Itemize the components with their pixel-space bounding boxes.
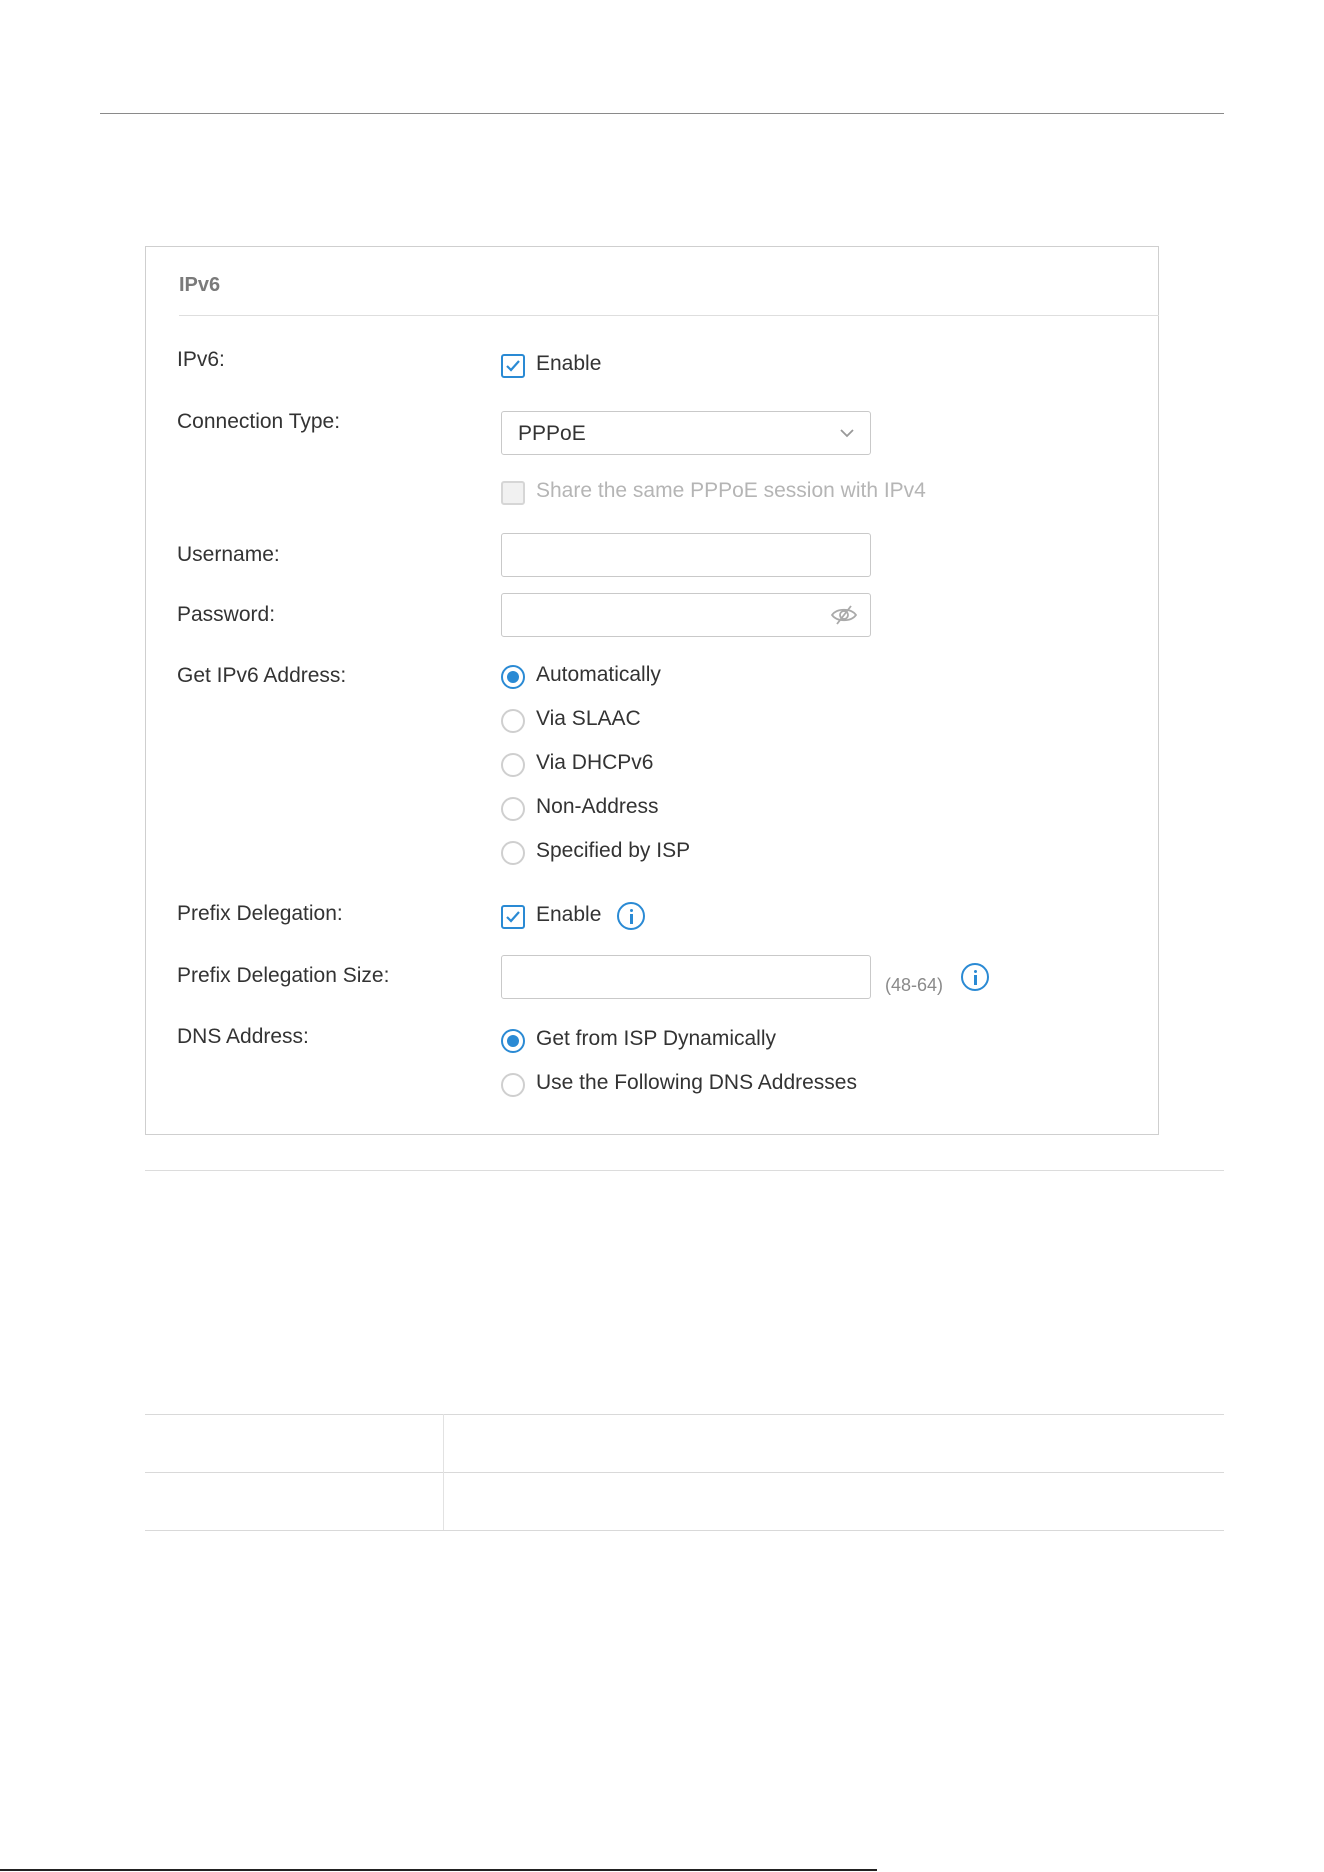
connection-type-select[interactable]: [501, 411, 871, 455]
radio-button[interactable]: [501, 1073, 525, 1097]
ipv6-enable-checkbox[interactable]: [501, 354, 525, 378]
table-rule: [145, 1472, 1224, 1473]
prefix-delegation-enable-label: Enable: [536, 903, 602, 926]
table-column-divider: [443, 1414, 444, 1530]
radio-button[interactable]: [501, 665, 525, 689]
radio-button[interactable]: [501, 841, 525, 865]
eye-off-icon[interactable]: [830, 603, 858, 627]
panel-title: IPv6: [179, 274, 221, 296]
top-divider: [100, 113, 1224, 114]
radio-label: Use the Following DNS Addresses: [536, 1071, 857, 1094]
table-rule: [145, 1530, 1224, 1531]
check-icon: [505, 359, 521, 373]
share-session-label: Share the same PPPoE session with IPv4: [536, 479, 926, 502]
panel-title-divider: [179, 315, 1159, 316]
prefix-delegation-size-label: Prefix Delegation Size:: [177, 964, 390, 987]
prefix-size-range-hint: (48-64): [885, 975, 944, 995]
footer-rule: [0, 1869, 877, 1871]
ipv6-label: IPv6:: [177, 348, 225, 371]
info-icon[interactable]: [617, 902, 645, 930]
radio-label: Via DHCPv6: [536, 751, 654, 774]
radio-button[interactable]: [501, 753, 525, 777]
radio-label: Automatically: [536, 663, 661, 686]
password-input[interactable]: [501, 593, 871, 637]
connection-type-label: Connection Type:: [177, 410, 341, 433]
ipv6-settings-panel: [145, 246, 1159, 1135]
username-input[interactable]: [501, 533, 871, 577]
chevron-down-icon: [838, 424, 856, 442]
radio-label: Via SLAAC: [536, 707, 641, 730]
radio-label: Get from ISP Dynamically: [536, 1027, 777, 1050]
section-divider: [145, 1170, 1224, 1171]
get-ipv6-address-label: Get IPv6 Address:: [177, 664, 347, 687]
radio-button[interactable]: [501, 797, 525, 821]
password-label: Password:: [177, 603, 276, 626]
ipv6-enable-label: Enable: [536, 352, 602, 375]
connection-type-value: PPPoE: [518, 422, 586, 445]
dns-address-label: DNS Address:: [177, 1025, 309, 1048]
radio-label: Non-Address: [536, 795, 659, 818]
prefix-delegation-label: Prefix Delegation:: [177, 902, 343, 925]
radio-button[interactable]: [501, 709, 525, 733]
check-icon: [505, 910, 521, 924]
radio-label: Specified by ISP: [536, 839, 691, 862]
table-rule: [145, 1414, 1224, 1415]
share-session-checkbox: [501, 481, 525, 505]
username-label: Username:: [177, 543, 280, 566]
prefix-delegation-checkbox[interactable]: [501, 905, 525, 929]
prefix-delegation-size-input[interactable]: [501, 955, 871, 999]
info-icon[interactable]: [961, 963, 989, 991]
radio-button[interactable]: [501, 1029, 525, 1053]
